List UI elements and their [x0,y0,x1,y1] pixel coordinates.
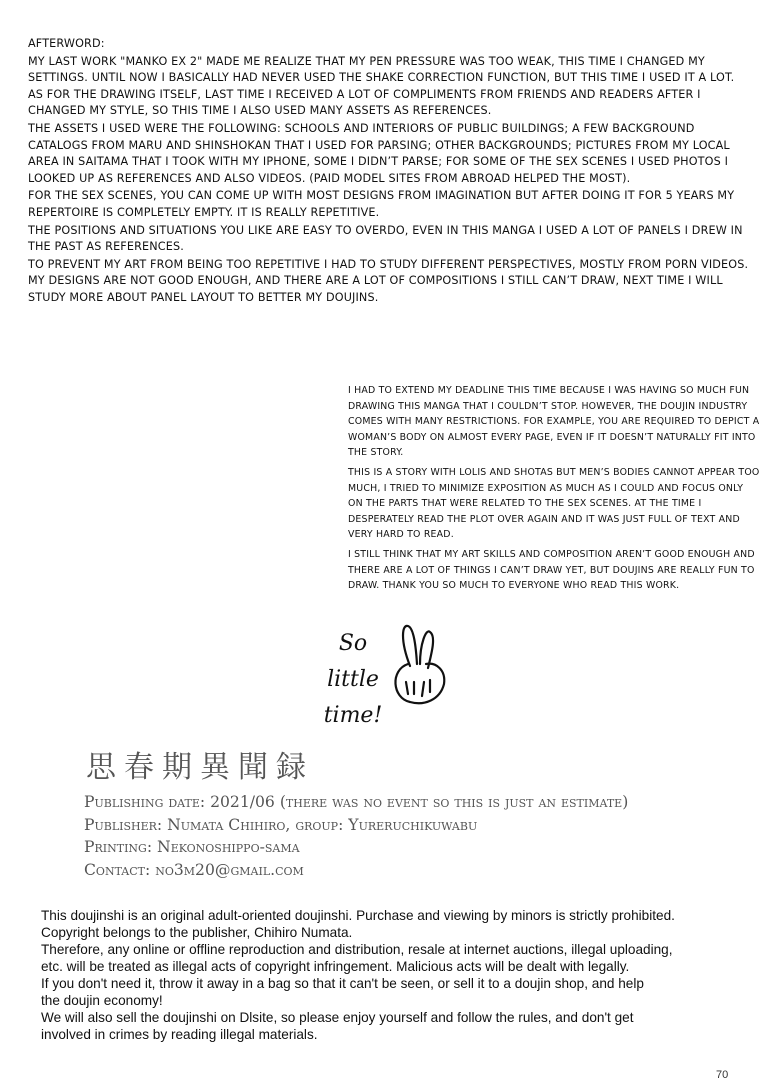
side-note-paragraph-3: I STILL THINK THAT MY ART SKILLS AND COMPOSITION AREN’T GOOD ENOUGH AND THERE ARE A LOT OF THINGS I CAN’T DRAW YET, BUT DOUJINS ARE REALLY FUN TO DRAW. THANK YOU SO MUCH TO EVERYONE WHO READ THIS WORK. [348,548,755,592]
notice-line: If you don't need it, throw it away in a bag so that it can't be seen, or sell it to a doujin shop, and help [41,976,644,991]
contact: Contact: no3m20@gmail.com [84,860,304,879]
afterword-paragraph-2: THE ASSETS I USED WERE THE FOLLOWING: SCHOOLS AND INTERIORS OF PUBLIC BUILDINGS; A FEW BACKGROUND CATALOGS FROM MARU AND SHINSHOKAN THAT I USED FOR PARSING; OTHER BACKGROUNDS; PICTURES FROM MY LOCAL AREA IN SAITAMA THAT I TOOK WITH MY IPHONE, SOME I DIDN’T PARSE; FOR SOME OF THE SEX SCENES I USED PHOTOS I LOOKED UP AS REFERENCES AND ALSO VIDEOS. (PAID MODEL SITES FROM ABROAD HELPED THE MOST). [28,121,730,185]
notice-line: involved in crimes by reading illegal materials. [41,1027,318,1042]
side-note-paragraph-2: THIS IS A STORY WITH LOLIS AND SHOTAS BUT MEN’S BODIES CANNOT APPEAR TOO MUCH, I TRIED TO MINIMIZE EXPOSITION AS MUCH AS I COULD AND FOCUS ONLY ON THE PARTS THAT WERE RELATED TO THE SEX SCENES. AT THE TIME I DESPERATELY READ THE PLOT OVER AGAIN AND IT WAS JUST FULL OF TEXT AND VERY HARD TO READ. [348,466,760,541]
printing: Printing: Nekonoshippo-sama [84,838,300,856]
publishing-date: Publishing date: 2021/06 (there was no event so this is just an estimate) [84,793,629,811]
notice-line: the doujin economy! [41,993,163,1008]
afterword-heading: AFTERWORD: [28,37,105,50]
notice-line: We will also sell the doujinshi on Dlsite, so please enjoy yourself and follow the rules, and don't get [41,1010,634,1025]
handwritten-line-3: time! [323,703,383,728]
notice-line: etc. will be treated as illegal acts of copyright infringement. Malicious acts will be dealt with legally. [41,959,630,974]
afterword-paragraph-4: THE POSITIONS AND SITUATIONS YOU LIKE ARE EASY TO OVERDO, EVEN IN THIS MANGA I USED A LOT OF PANELS I DREW IN THE PAST AS REFERENCES. [28,223,743,254]
rabbit-doodle-icon [384,620,454,720]
afterword-section [28,36,750,308]
handwritten-note [318,626,388,734]
afterword-paragraph-1: MY LAST WORK "MANKO EX 2" MADE ME REALIZE THAT MY PEN PRESSURE WAS TOO WEAK, THIS TIME I CHANGED MY SETTINGS. UNTIL NOW I BASICALLY HAD NEVER USED THE SHAKE CORRECTION FUNCTION, BUT THIS TIME I USED IT A LOT. AS FOR THE DRAWING ITSELF, LAST TIME I RECEIVED A LOT OF COMPLIMENTS FROM FRIENDS AND READERS AFTER I CHANGED MY STYLE, SO THIS TIME I ALSO USED MANY ASSETS AS REFERENCES. [28,54,735,118]
notice-line: Copyright belongs to the publisher, Chihiro Numata. [41,925,353,940]
afterword-paragraph-5: TO PREVENT MY ART FROM BEING TOO REPETITIVE I HAD TO STUDY DIFFERENT PERSPECTIVES, MOSTLY FROM PORN VIDEOS. MY DESIGNS ARE NOT GOOD ENOUGH, AND THERE ARE A LOT OF COMPOSITIONS I STILL CAN’T DRAW, NEXT TIME I WILL STUDY MORE ABOUT PANEL LAYOUT TO BETTER MY DOUJINS. [28,257,749,304]
notice-line: This doujinshi is an original adult-oriented doujinshi. Purchase and viewing by minors is strictly prohibited. [41,908,675,923]
handwritten-line-1: So [338,631,368,656]
notice-line: Therefore, any online or offline reproduction and distribution, resale at internet auctions, illegal uploading, [41,942,673,957]
legal-notice [41,907,751,1043]
afterword-paragraph-3: FOR THE SEX SCENES, YOU CAN COME UP WITH MOST DESIGNS FROM IMAGINATION BUT AFTER DOING IT FOR 5 YEARS MY REPERTOIRE IS COMPLETELY EMPTY. IT IS REALLY REPETITIVE. [28,189,735,219]
colophon [84,791,724,881]
handwritten-line-2: little [327,667,379,692]
page-number: 70 [716,1069,729,1081]
side-note [348,383,760,598]
book-title-japanese: 思春期異聞録 [86,750,314,785]
side-note-paragraph-1: I HAD TO EXTEND MY DEADLINE THIS TIME BECAUSE I WAS HAVING SO MUCH FUN DRAWING THIS MANGA THAT I COULDN’T STOP. HOWEVER, THE DOUJIN INDUSTRY COMES WITH MANY RESTRICTIONS. FOR EXAMPLE, YOU ARE REQUIRED TO DEPICT A WOMAN’S BODY ON ALMOST EVERY PAGE, EVEN IF IT DOESN’T NATURALLY FIT INTO THE STORY. [348,385,760,459]
publisher: Publisher: Numata Chihiro, group: Yureruchikuwabu [84,815,478,834]
